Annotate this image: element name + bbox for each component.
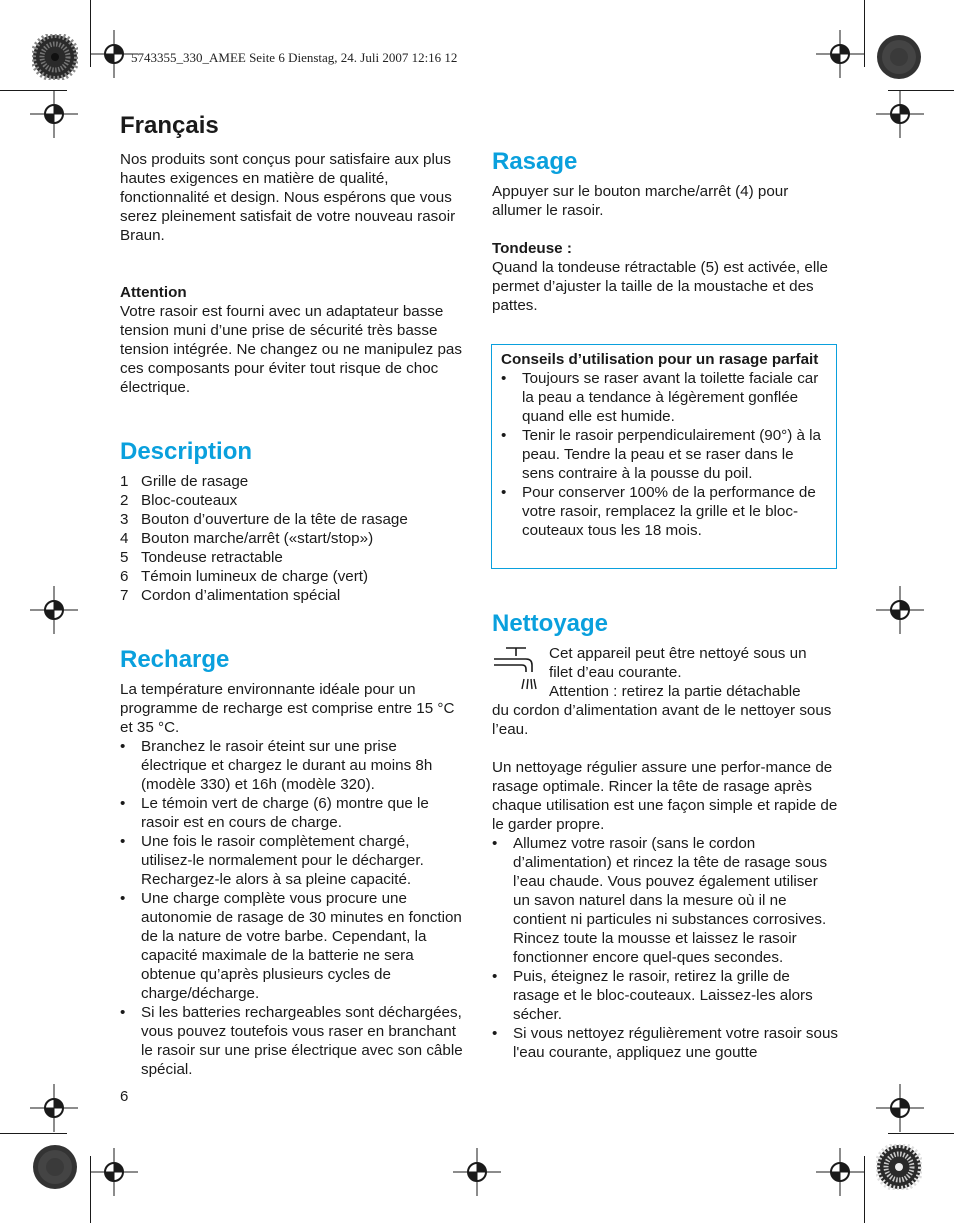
crop-line-bottom-left-h [0,1133,67,1134]
crop-line-bottom-right-h [888,1133,954,1134]
attention-title: Attention [120,284,187,301]
list-item: • Le témoin vert de charge (6) montre que le rasoir est en cours de charge. [120,794,465,832]
left-column [120,112,465,140]
nettoyage-bullets [492,834,838,1062]
list-item: • Pour conserver 100% de la performance de votre rasoir, remplacez la grille et le bloc-couteaux tous les 18 mois. [501,483,826,540]
page-number: 6 [120,1088,129,1105]
list-item: • Allumez votre rasoir (sans le cordon d’alimentation) et rincez la tête de rasage sous l’eau chaude. Vous pouvez également utiliser un savon naturel dans la mesure où il ne contient ni particules ni substances corrosives. Rincez toute la mousse et laissez le rasoir fonctionner encore quel-ques secondes. [492,834,838,967]
section-title-nettoyage: Nettoyage [492,610,609,637]
nettoyage-rest: du cordon d’alimentation avant de le nettoyer sous l’eau. [492,702,832,738]
list-item: 7 Cordon d’alimentation spécial [120,587,341,604]
tondeuse-text: Quand la tondeuse rétractable (5) est activée, elle permet d’ajuster la taille de la moustache et des pattes. [492,259,829,314]
print-slug: 5743355_330_AMEE Seite 6 Dienstag, 24. Juli 2007 12:16 12 [131,50,458,65]
tondeuse-block [492,239,838,315]
crop-line-top-right-v [864,0,865,67]
registration-mark-icon [876,90,924,138]
nettoyage-section [492,610,838,638]
list-item: • Si vous nettoyez régulièrement votre rasoir sous l'eau courante, appliquez une goutte [492,1024,838,1062]
registration-mark-icon [30,90,78,138]
list-item: • Une fois le rasoir complètement chargé, utilisez-le normalement pour le décharger. Rechargez-le alors à sa pleine capacité. [120,832,465,889]
list-item: 4 Bouton marche/arrêt («start/stop») [120,530,374,547]
list-item: 1 Grille de rasage [120,473,249,490]
section-title-description: Description [120,438,253,465]
list-item: • Si les batteries rechargeables sont déchargées, vous pouvez toutefois vous raser en branchant le rasoir sur une prise électrique avec son câble spécial. [120,1003,465,1079]
rasage-body: Appuyer sur le bouton marche/arrêt (4) pour allumer le rasoir. [492,183,789,219]
section-title-recharge: Recharge [120,646,230,673]
tips-box [491,344,837,569]
list-item: 6 Témoin lumineux de charge (vert) [120,568,369,585]
water-tap-icon [492,646,540,694]
nettoyage-icon-text [549,644,841,701]
list-item: • Branchez le rasoir éteint sur une prise électrique et chargez le durant au moins 8h (modèle 330) et 16h (modèle 320). [120,737,465,794]
list-item: • Une charge complète vous procure une autonomie de rasage de 30 minutes en fonction de la nature de votre barbe. Cependant, la capacité maximale de la batterie ne sera obtenue qu’après plusieurs cycles de charge/décharge. [120,889,465,1003]
registration-mark-icon [876,586,924,634]
color-rosette-icon [876,1144,922,1190]
registration-mark-icon [876,1084,924,1132]
recharge-body [120,680,465,1079]
list-item: 3 Bouton d’ouverture de la tête de rasage [120,511,408,528]
registration-mark-icon [816,1148,864,1196]
nettoyage-line: Attention : retirez la partie détachable [549,683,801,700]
recharge-section [120,646,465,674]
tips-list [501,369,826,540]
nettoyage-paragraph: Un nettoyage régulier assure une perfor-mance de rasage optimale. Rincer la tête de rasage après chaque utilisation est une façon simple et rapide de le garder propre. [492,759,838,833]
attention-block [120,283,465,397]
list-item: • Puis, éteignez le rasoir, retirez la grille de rasage et le bloc-couteaux. Laissez-les alors sécher. [492,967,838,1024]
description-list [120,472,465,605]
rasage-section [492,148,838,176]
nettoyage-line: Cet appareil peut être nettoyé sous un [549,645,807,662]
attention-text: Votre rasoir est fourni avec un adaptateur basse tension muni d’une prise de sécurité très basse tension intégrée. Ne changez ou ne manipulez pas ces composants pour éviter tout risque de choc électrique. [120,303,462,396]
tips-title: Conseils d’utilisation pour un rasage parfait [501,351,819,368]
recharge-intro: La température environnante idéale pour un programme de recharge est comprise entre 15 °C et 35 °C. [120,681,455,736]
list-item: • Toujours se raser avant la toilette faciale car la peau a tendance à légèrement gonflée quand elle est humide. [501,369,826,426]
nettoyage-line: filet d’eau courante. [549,664,682,681]
section-title-francais: Français [120,112,219,139]
color-rosette-icon [32,1144,78,1190]
registration-mark-icon [90,1148,138,1196]
intro-paragraph: Nos produits sont conçus pour satisfaire aux plus hautes exigences en matière de qualité, fonctionnalité et design. Nous espérons que vous serez pleinement satisfait de votre nouveau rasoir Braun. [120,151,456,244]
tondeuse-title: Tondeuse : [492,240,572,257]
recharge-bullets [120,737,465,1079]
registration-mark-icon [30,586,78,634]
list-item: 2 Bloc-couteaux [120,492,238,509]
color-rosette-icon [876,34,922,80]
crop-line-bottom-right-v [864,1156,865,1223]
list-item: 5 Tondeuse retractable [120,549,283,566]
registration-mark-icon [30,1084,78,1132]
registration-mark-icon [453,1148,501,1196]
nettoyage-body [492,701,838,1062]
list-item: • Tenir le rasoir perpendiculairement (90°) à la peau. Tendre la peau et se raser dans le sens contraire à la pousse du poil. [501,426,826,483]
section-title-rasage: Rasage [492,148,578,175]
registration-mark-icon [816,30,864,78]
description-section [120,438,465,466]
color-rosette-icon [32,34,78,80]
